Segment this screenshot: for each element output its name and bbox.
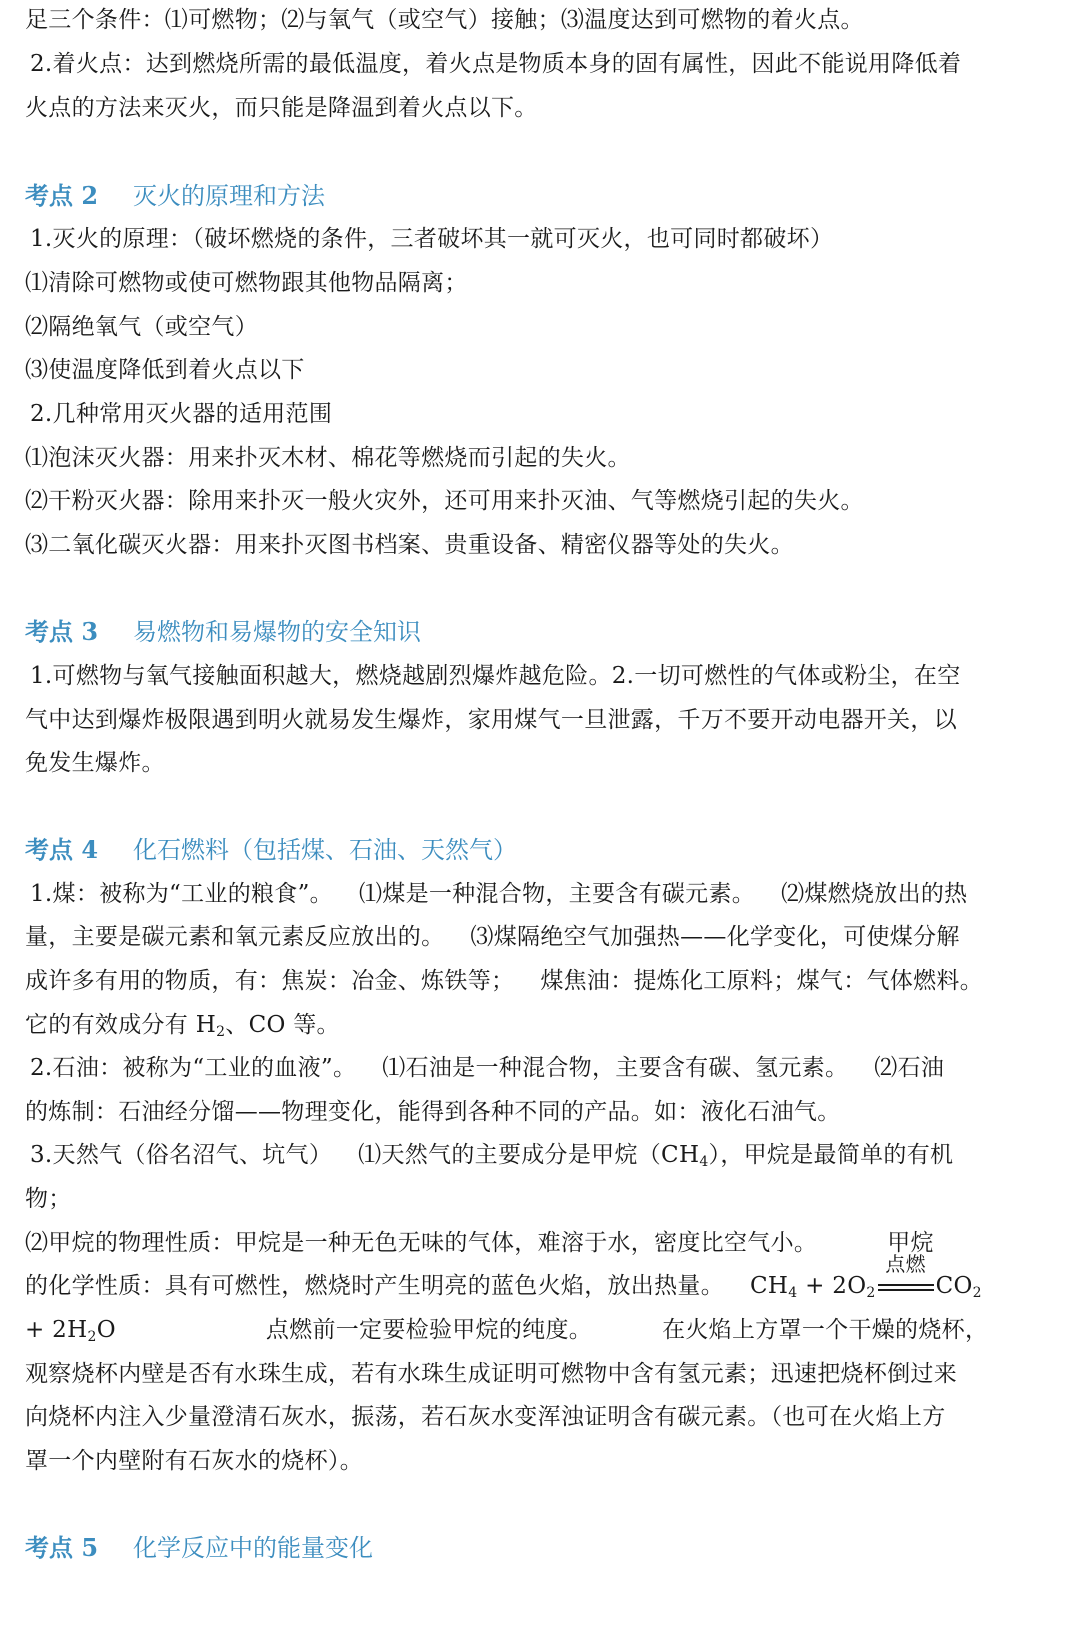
paragraph-line: ⑴泡沫灭火器：用来扑灭木材、棉花等燃烧而引起的失火。 xyxy=(25,445,631,471)
section-heading-2 xyxy=(25,181,325,211)
paragraph-line: ⑴清除可燃物或使可燃物跟其他物品隔离； xyxy=(25,270,468,296)
reaction-condition: 点燃 xyxy=(876,1271,936,1301)
subscript: 2 xyxy=(87,1329,97,1345)
paragraph-line: ⑶二氧化碳灭火器：用来扑灭图书档案、贵重设备、精密仪器等处的失火。 xyxy=(25,532,794,558)
text-run: 的化学性质：具有可燃性，燃烧时产生明亮的蓝色火焰，放出热量。 xyxy=(25,1273,724,1299)
text-run: + 2H xyxy=(25,1317,88,1343)
text-run: O xyxy=(96,1317,116,1343)
text-run: 3.天然气（俗名沼气、坑气） xyxy=(30,1142,333,1168)
paragraph-line: ⑶使温度降低到着火点以下 xyxy=(25,357,305,383)
text-run: 2.石油：被称为“工业的血液”。 xyxy=(30,1055,357,1081)
section-number: 考点 3 xyxy=(25,617,99,646)
paragraph-line: 1.灭火的原理：（破坏燃烧的条件，三者破坏其一就可灭火，也可同时都破坏） xyxy=(30,226,834,252)
section-title: 灭火的原理和方法 xyxy=(133,182,325,210)
paragraph-line: 火点的方法来灭火，而只能是降温到着火点以下。 xyxy=(25,95,538,121)
subscript: 4 xyxy=(699,1154,709,1170)
paragraph-line: 向烧杯内注入少量澄清石灰水，振荡，若石灰水变浑浊证明含有碳元素。（也可在火焰上方 xyxy=(25,1404,946,1430)
paragraph-line: 2.几种常用灭火器的适用范围 xyxy=(30,401,333,427)
paragraph-line: 罩一个内壁附有石灰水的烧杯）。 xyxy=(25,1448,363,1474)
text-run: ），甲烷是最简单的有机 xyxy=(708,1142,954,1168)
text-run: 它的有效成分有 H xyxy=(25,1012,217,1038)
text-run: ⑶煤隔绝空气加强热——化学变化，可使煤分解 xyxy=(470,924,960,950)
text-run: ⑵甲烷的物理性质：甲烷是一种无色无味的气体，难溶于水，密度比空气小。 xyxy=(25,1230,818,1256)
paragraph-line xyxy=(25,1315,1055,1345)
section-number: 考点 5 xyxy=(25,1533,99,1562)
paragraph-line: 2.着火点：达到燃烧所需的最低温度，着火点是物质本身的固有属性，因此不能说用降低着 xyxy=(30,51,962,77)
section-number: 考点 4 xyxy=(25,835,99,864)
paragraph-line: 免发生爆炸。 xyxy=(25,750,165,776)
paragraph-line xyxy=(30,1140,1060,1170)
paragraph-line: 气中达到爆炸极限遇到明火就易发生爆炸，家用煤气一旦泄露，千万不要开动电器开关，以 xyxy=(25,707,957,733)
text-run: 量，主要是碳元素和氧元素反应放出的。 xyxy=(25,924,445,950)
text-run: ⑴天然气的主要成分是甲烷（CH xyxy=(358,1142,700,1168)
subscript: 2 xyxy=(216,1024,226,1040)
paragraph-line: 观察烧杯内壁是否有水珠生成，若有水珠生成证明可燃物中含有氢元素；迅速把烧杯倒过来 xyxy=(25,1361,957,1387)
paragraph-line: ⑵隔绝氧气（或空气） xyxy=(25,314,258,340)
text-run: ⑴煤是一种混合物，主要含有碳元素。 xyxy=(358,881,756,907)
section-title: 易燃物和易爆物的安全知识 xyxy=(133,618,421,646)
section-title: 化学反应中的能量变化 xyxy=(133,1534,373,1562)
text-run: 煤焦油：提炼化工原料；煤气：气体燃料。 xyxy=(540,968,984,994)
section-heading-5 xyxy=(25,1533,373,1563)
section-heading-4 xyxy=(25,835,517,865)
text-run: ⑵石油 xyxy=(874,1055,945,1081)
chemical-equation: $CH_4 + 2O_2$ 点燃 $CO_2$ xyxy=(750,1252,982,1301)
paragraph-line: ⑵干粉灭火器：除用来扑灭一般火灾外，还可用来扑灭油、气等燃烧引起的失火。 xyxy=(25,488,864,514)
paragraph-line xyxy=(25,1010,1055,1040)
text-run: 在火焰上方罩一个干燥的烧杯， xyxy=(662,1317,989,1343)
text-run: ⑴石油是一种混合物，主要含有碳、氢元素。 xyxy=(382,1055,849,1081)
paragraph-line xyxy=(30,1053,1060,1083)
paragraph-line xyxy=(25,966,1055,996)
text-run: 1.煤：被称为“工业的粮食”。 xyxy=(30,881,333,907)
section-number: 考点 2 xyxy=(25,181,99,210)
text-run: 、CO 等。 xyxy=(225,1012,340,1038)
paragraph-line: 的炼制：石油经分馏——物理变化，能得到各种不同的产品。如：液化石油气。 xyxy=(25,1099,841,1125)
paragraph-line xyxy=(30,879,1060,909)
text-run: 成许多有用的物质，有：焦炭：冶金、炼铁等； xyxy=(25,968,515,994)
paragraph-line: 足三个条件：⑴可燃物；⑵与氧气（或空气）接触；⑶温度达到可燃物的着火点。 xyxy=(25,7,864,33)
paragraph-line: 1.可燃物与氧气接触面积越大，燃烧越剧烈爆炸越危险。2.一切可燃性的气体或粉尘，在空 xyxy=(30,663,961,689)
paragraph-line xyxy=(25,922,1055,952)
paragraph-line: 物； xyxy=(25,1186,72,1212)
text-run: 甲烷 xyxy=(887,1230,934,1256)
section-heading-3 xyxy=(25,617,421,647)
text-run: 点燃前一定要检验甲烷的纯度。 xyxy=(265,1317,593,1343)
text-run: ⑵煤燃烧放出的热 xyxy=(781,881,968,907)
paragraph-line xyxy=(25,1252,1055,1301)
section-title: 化石燃料（包括煤、石油、天然气） xyxy=(133,836,517,864)
